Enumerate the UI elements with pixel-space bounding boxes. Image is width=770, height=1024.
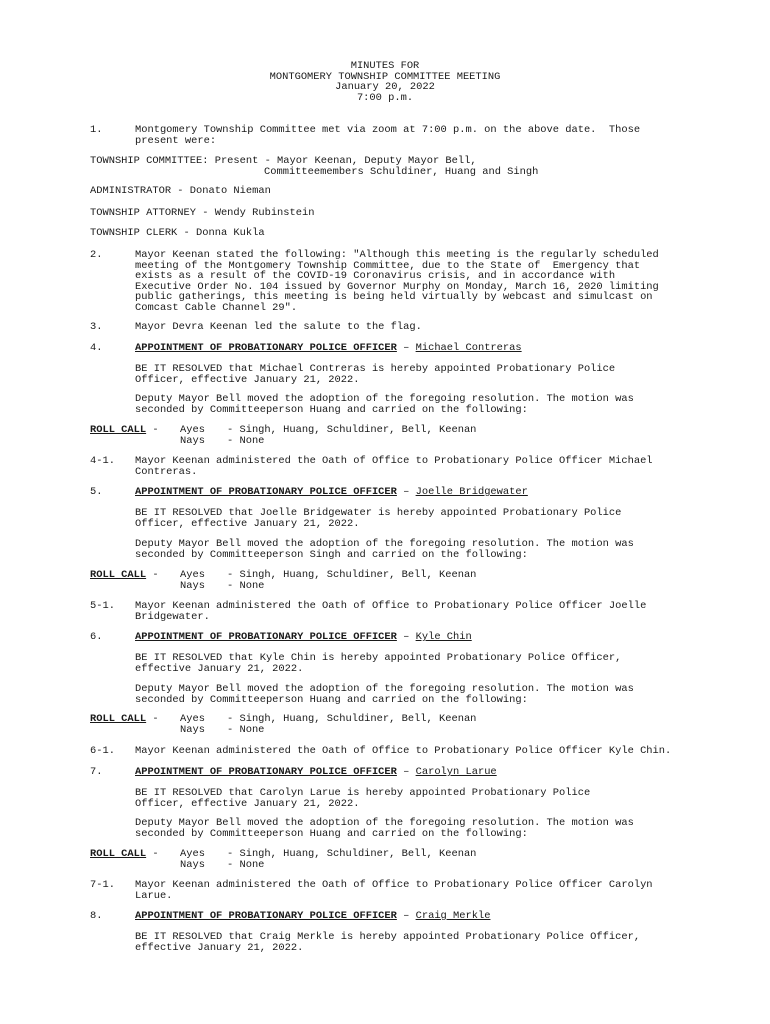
roll-call-dash: -	[146, 713, 159, 725]
resolution-text: BE IT RESOLVED that Joelle Bridgewater is hereby appointed Probationary Police	[135, 507, 622, 519]
ayes-value: - Singh, Huang, Schuldiner, Bell, Keenan	[227, 424, 477, 436]
resolution-text: Officer, effective January 21, 2022.	[135, 517, 360, 530]
nays-value: - None	[227, 579, 265, 592]
heading-label: APPOINTMENT OF PROBATIONARY POLICE OFFICER	[135, 486, 397, 498]
item-number: 4.	[90, 342, 103, 354]
heading-separator: –	[396, 631, 416, 643]
item-heading	[135, 911, 730, 922]
nays-value: - None	[227, 434, 265, 447]
item-text: present were:	[135, 134, 217, 147]
oath-text: Mayor Keenan administered the Oath of Office to Probationary Police Officer Joelle	[135, 600, 647, 612]
item-number: 3.	[90, 321, 103, 333]
officer-name: Joelle Bridgewater	[415, 486, 528, 498]
item-heading	[135, 343, 730, 354]
nays-label: Nays	[180, 723, 205, 736]
item-number: 5.	[90, 486, 103, 498]
heading-separator: –	[396, 486, 416, 498]
nays-value: - None	[227, 723, 265, 736]
oath-text: Contreras.	[135, 465, 198, 478]
officer-name: Craig Merkle	[415, 910, 491, 922]
motion-text: seconded by Committeeperson Huang and carried on the following:	[135, 693, 528, 706]
attendance-clerk: TOWNSHIP CLERK - Donna Kukla	[90, 227, 265, 239]
resolution-text: effective January 21, 2022.	[135, 662, 304, 675]
motion-text: seconded by Committeeperson Huang and carried on the following:	[135, 403, 528, 416]
item-text: Executive Order No. 104 issued by Governor Murphy on Monday, March 16, 2020 limiting	[135, 280, 659, 293]
heading-label: APPOINTMENT OF PROBATIONARY POLICE OFFICER	[135, 631, 397, 643]
nays-label: Nays	[180, 858, 205, 871]
ayes-value: - Singh, Huang, Schuldiner, Bell, Keenan	[227, 569, 477, 581]
item-number: 8.	[90, 910, 103, 922]
nays-label: Nays	[180, 434, 205, 447]
heading-separator: –	[396, 910, 416, 922]
ayes-value: - Singh, Huang, Schuldiner, Bell, Keenan	[227, 848, 477, 860]
nays-label: Nays	[180, 579, 205, 592]
roll-call-label: ROLL CALL	[90, 569, 147, 581]
roll-call-label: ROLL CALL	[90, 424, 147, 436]
item-text: exists as a result of the COVID-19 Coronavirus crisis, and in accordance with	[135, 270, 616, 282]
heading-separator: –	[396, 342, 416, 354]
motion-text: Deputy Mayor Bell moved the adoption of the foregoing resolution. The motion was	[135, 817, 634, 829]
heading-label: APPOINTMENT OF PROBATIONARY POLICE OFFICER	[135, 766, 397, 778]
heading-label: APPOINTMENT OF PROBATIONARY POLICE OFFICER	[135, 342, 397, 354]
resolution-text: Officer, effective January 21, 2022.	[135, 373, 360, 386]
item-number: 7-1.	[90, 879, 115, 891]
header-time: 7:00 p.m.	[356, 91, 414, 104]
oath-text: Larue.	[135, 889, 173, 902]
nays-value: - None	[227, 858, 265, 871]
item-text: public gatherings, this meeting is being held virtually by webcast and simulcast on	[135, 291, 653, 303]
ayes-label: Ayes	[180, 569, 205, 581]
item-text: Comcast Cable Channel 29".	[135, 301, 298, 314]
item-number: 6-1.	[90, 745, 115, 757]
header-title: MINUTES FOR	[350, 60, 420, 72]
item-number: 6.	[90, 631, 103, 643]
motion-text: Deputy Mayor Bell moved the adoption of the foregoing resolution. The motion was	[135, 393, 634, 405]
committee-members: Committeemembers Schuldiner, Huang and Singh	[264, 165, 539, 178]
oath-text: Bridgewater.	[135, 610, 210, 623]
ayes-label: Ayes	[180, 848, 205, 860]
roll-call-dash: -	[146, 569, 159, 581]
motion-text: Deputy Mayor Bell moved the adoption of the foregoing resolution. The motion was	[135, 538, 634, 550]
header-meeting-name: MONTGOMERY TOWNSHIP COMMITTEE MEETING	[269, 70, 501, 83]
item-text: meeting of the Montgomery Township Committee, due to the State of Emergency that	[135, 259, 641, 272]
item-number: 4-1.	[90, 455, 115, 467]
resolution-text: BE IT RESOLVED that Craig Merkle is hereby appointed Probationary Police Officer,	[135, 931, 641, 943]
roll-call-label: ROLL CALL	[90, 713, 147, 725]
motion-text: Deputy Mayor Bell moved the adoption of the foregoing resolution. The motion was	[135, 683, 634, 695]
attendance-administrator: ADMINISTRATOR - Donato Nieman	[90, 185, 271, 197]
resolution-text: BE IT RESOLVED that Kyle Chin is hereby appointed Probationary Police Officer,	[135, 652, 622, 664]
header-date: January 20, 2022	[335, 81, 435, 93]
resolution-text: BE IT RESOLVED that Michael Contreras is hereby appointed Probationary Police	[135, 363, 616, 375]
item-heading	[135, 487, 730, 498]
item-text: Montgomery Township Committee met via zoom at 7:00 p.m. on the above date. Those	[135, 124, 641, 136]
resolution-text: BE IT RESOLVED that Carolyn Larue is hereby appointed Probationary Police	[135, 787, 591, 799]
officer-name: Carolyn Larue	[415, 766, 497, 778]
ayes-label: Ayes	[180, 713, 205, 725]
attendance-committee	[90, 156, 730, 177]
item-heading	[135, 632, 730, 643]
item-number: 2.	[90, 249, 103, 261]
item-number: 7.	[90, 766, 103, 778]
item-heading	[135, 767, 730, 778]
motion-text: seconded by Committeeperson Singh and carried on the following:	[135, 548, 528, 561]
item-text: Mayor Keenan stated the following: "Although this meeting is the regularly scheduled	[135, 249, 659, 261]
officer-name: Michael Contreras	[415, 342, 522, 354]
attendance-attorney: TOWNSHIP ATTORNEY - Wendy Rubinstein	[90, 207, 315, 219]
committee-present: TOWNSHIP COMMITTEE: Present - Mayor Keenan, Deputy Mayor Bell,	[90, 155, 477, 167]
resolution-text: Officer, effective January 21, 2022.	[135, 797, 360, 810]
heading-label: APPOINTMENT OF PROBATIONARY POLICE OFFICER	[135, 910, 397, 922]
officer-name: Kyle Chin	[415, 631, 472, 643]
resolution-text: effective January 21, 2022.	[135, 941, 304, 954]
ayes-label: Ayes	[180, 424, 205, 436]
motion-text: seconded by Committeeperson Huang and carried on the following:	[135, 827, 528, 840]
item-number: 5-1.	[90, 600, 115, 612]
item-text: Mayor Devra Keenan led the salute to the flag.	[135, 321, 422, 333]
heading-separator: –	[396, 766, 416, 778]
oath-text: Mayor Keenan administered the Oath of Office to Probationary Police Officer Kyle Chin.	[135, 745, 672, 757]
oath-text: Mayor Keenan administered the Oath of Office to Probationary Police Officer Michael	[135, 455, 653, 467]
oath-text: Mayor Keenan administered the Oath of Office to Probationary Police Officer Carolyn	[135, 879, 653, 891]
ayes-value: - Singh, Huang, Schuldiner, Bell, Keenan	[227, 713, 477, 725]
roll-call-dash: -	[146, 424, 159, 436]
document-header	[0, 61, 770, 103]
item-number: 1.	[90, 124, 103, 136]
roll-call-label: ROLL CALL	[90, 848, 147, 860]
roll-call-dash: -	[146, 848, 159, 860]
